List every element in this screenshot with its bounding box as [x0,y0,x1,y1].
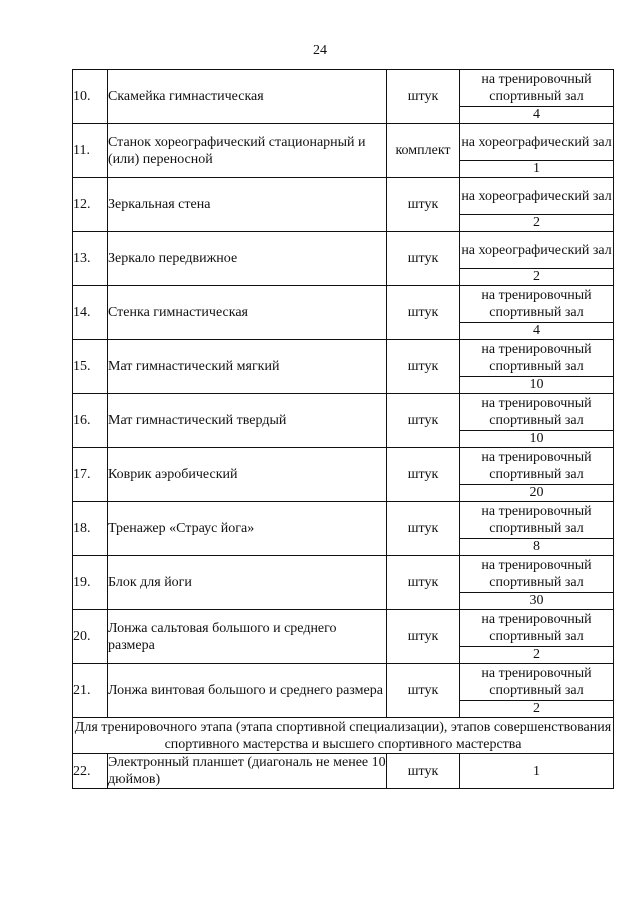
unit-of-measure: штук [387,286,460,340]
quantity-value: 2 [460,646,613,663]
quantity-cell [460,124,614,178]
table-row [73,556,614,610]
row-number: 19. [73,556,108,610]
quantity-cell [460,232,614,286]
page-number: 24 [313,43,327,58]
row-number: 16. [73,394,108,448]
quantity-cell [460,394,614,448]
unit-of-measure: штук [387,448,460,502]
equipment-name: Лонжа винтовая большого и среднего размера [108,664,387,718]
row-number: 15. [73,340,108,394]
unit-of-measure: штук [387,502,460,556]
quantity-cell [460,340,614,394]
unit-of-measure: штук [387,178,460,232]
equipment-table [72,69,614,789]
quantity-basis: на тренировочный спортивный зал [481,72,592,104]
quantity-value: 2 [460,268,613,285]
unit-of-measure: штук [387,664,460,718]
equipment-name: Блок для йоги [108,556,387,610]
unit-of-measure: штук [387,394,460,448]
row-number: 12. [73,178,108,232]
equipment-name: Стенка гимнастическая [108,286,387,340]
row-number: 18. [73,502,108,556]
row-number: 11. [73,124,108,178]
equipment-name: Станок хореографический стационарный и (или) переносной [108,124,387,178]
quantity-cell [460,556,614,610]
quantity-cell [460,664,614,718]
equipment-name: Мат гимнастический мягкий [108,340,387,394]
table-row [73,754,614,789]
quantity-basis: на тренировочный спортивный зал [481,612,592,644]
table-row [73,502,614,556]
unit-of-measure: штук [387,610,460,664]
equipment-name: Коврик аэробический [108,448,387,502]
quantity-cell [460,286,614,340]
quantity-basis: на хореографический зал [461,242,612,258]
quantity-value: 10 [460,430,613,447]
equipment-name: Зеркало передвижное [108,232,387,286]
equipment-name: Скамейка гимнастическая [108,70,387,124]
quantity-cell [460,448,614,502]
table-row [73,394,614,448]
section-heading-row [73,718,614,754]
section-heading: Для тренировочного этапа (этапа спортивной специализации), этапов совершенствования спортивного мастерства и высшего спортивного мастерства [73,718,614,754]
unit-of-measure: штук [387,556,460,610]
quantity-value: 4 [460,106,613,123]
quantity-basis: на хореографический зал [461,134,612,150]
row-number: 22. [73,754,108,789]
row-number: 17. [73,448,108,502]
row-number: 14. [73,286,108,340]
quantity-cell [460,70,614,124]
quantity-basis: на тренировочный спортивный зал [481,666,592,698]
quantity-value: 1 [460,160,613,177]
quantity-value: 20 [460,484,613,501]
quantity-basis: на хореографический зал [461,188,612,204]
quantity-value: 2 [460,700,613,717]
equipment-name: Лонжа сальтовая большого и среднего размера [108,610,387,664]
row-number: 10. [73,70,108,124]
table-row [73,286,614,340]
quantity-basis: на тренировочный спортивный зал [481,450,592,482]
unit-of-measure: штук [387,70,460,124]
quantity-basis: на тренировочный спортивный зал [481,288,592,320]
table-row [73,124,614,178]
quantity-basis: на тренировочный спортивный зал [481,342,592,374]
table-row [73,610,614,664]
quantity-value: 30 [460,592,613,609]
unit-of-measure: штук [387,340,460,394]
quantity-value: 8 [460,538,613,555]
quantity-basis: на тренировочный спортивный зал [481,504,592,536]
equipment-name: Мат гимнастический твердый [108,394,387,448]
table-row [73,232,614,286]
quantity-cell [460,610,614,664]
equipment-name: Тренажер «Страус йога» [108,502,387,556]
table-row [73,664,614,718]
table-row [73,340,614,394]
quantity-cell [460,178,614,232]
quantity-value: 4 [460,322,613,339]
unit-of-measure: комплект [387,124,460,178]
quantity-value: 2 [460,214,613,231]
row-number: 21. [73,664,108,718]
quantity-basis: на тренировочный спортивный зал [481,558,592,590]
table-row [73,70,614,124]
unit-of-measure: штук [387,232,460,286]
quantity-value: 10 [460,376,613,393]
table-row [73,448,614,502]
equipment-name: Электронный планшет (диагональ не менее 10 дюймов) [108,755,386,787]
quantity-cell [460,502,614,556]
row-number: 13. [73,232,108,286]
row-number: 20. [73,610,108,664]
quantity-basis: на тренировочный спортивный зал [481,396,592,428]
table-row [73,178,614,232]
unit-of-measure: штук [387,754,460,789]
equipment-name: Зеркальная стена [108,178,387,232]
quantity-value: 1 [460,754,614,789]
